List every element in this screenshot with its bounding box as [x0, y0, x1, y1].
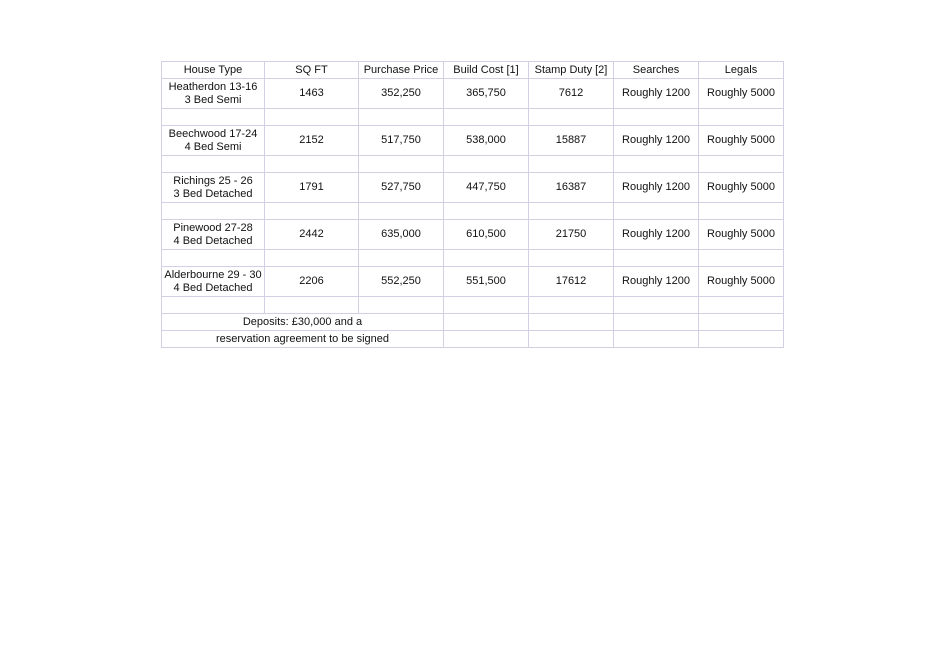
purchase-price-cell: 517,750 — [359, 126, 444, 156]
house-name: Pinewood 27-28 — [173, 221, 253, 234]
empty-cell — [614, 156, 699, 173]
header-build-cost: Build Cost [1] — [444, 62, 529, 79]
empty-cell — [359, 297, 444, 314]
empty-cell — [444, 331, 529, 348]
table-row — [162, 267, 784, 297]
legals-cell: Roughly 5000 — [699, 267, 784, 297]
legals-cell: Roughly 5000 — [699, 126, 784, 156]
header-searches: Searches — [614, 62, 699, 79]
sqft-cell: 2152 — [265, 126, 359, 156]
empty-cell — [359, 156, 444, 173]
spacer-row — [162, 203, 784, 220]
header-legals: Legals — [699, 62, 784, 79]
empty-cell — [359, 109, 444, 126]
spacer-row — [162, 297, 784, 314]
empty-cell — [614, 109, 699, 126]
empty-cell — [699, 156, 784, 173]
empty-cell — [444, 314, 529, 331]
empty-cell — [699, 331, 784, 348]
build-cost-cell: 447,750 — [444, 173, 529, 203]
empty-cell — [162, 109, 265, 126]
empty-cell — [699, 297, 784, 314]
empty-cell — [614, 331, 699, 348]
header-sq-ft: SQ FT — [265, 62, 359, 79]
searches-cell: Roughly 1200 — [614, 126, 699, 156]
empty-cell — [162, 297, 265, 314]
stamp-duty-cell: 7612 — [529, 79, 614, 109]
empty-cell — [614, 203, 699, 220]
header-stamp-duty: Stamp Duty [2] — [529, 62, 614, 79]
legals-cell: Roughly 5000 — [699, 220, 784, 250]
legals-cell: Roughly 5000 — [699, 79, 784, 109]
empty-cell — [265, 203, 359, 220]
table-row — [162, 126, 784, 156]
stamp-duty-cell: 16387 — [529, 173, 614, 203]
note-row — [162, 314, 784, 331]
empty-cell — [444, 297, 529, 314]
house-name: Heatherdon 13-16 — [168, 80, 258, 93]
house-description: 3 Bed Semi — [184, 93, 242, 106]
empty-cell — [265, 250, 359, 267]
purchase-price-cell: 352,250 — [359, 79, 444, 109]
empty-cell — [162, 250, 265, 267]
empty-cell — [699, 314, 784, 331]
sqft-cell: 1791 — [265, 173, 359, 203]
searches-cell: Roughly 1200 — [614, 173, 699, 203]
empty-cell — [614, 297, 699, 314]
empty-cell — [444, 203, 529, 220]
house-type-cell — [162, 267, 265, 297]
searches-cell: Roughly 1200 — [614, 267, 699, 297]
house-type-cell — [162, 126, 265, 156]
house-pricing-table — [161, 61, 784, 348]
purchase-price-cell: 635,000 — [359, 220, 444, 250]
empty-cell — [529, 250, 614, 267]
house-type-cell — [162, 220, 265, 250]
legals-cell: Roughly 5000 — [699, 173, 784, 203]
house-description: 4 Bed Semi — [184, 140, 242, 153]
stamp-duty-cell: 15887 — [529, 126, 614, 156]
table-row — [162, 79, 784, 109]
header-row — [162, 62, 784, 79]
sqft-cell: 2206 — [265, 267, 359, 297]
empty-cell — [529, 331, 614, 348]
house-name: Alderbourne 29 - 30 — [164, 268, 262, 281]
build-cost-cell: 610,500 — [444, 220, 529, 250]
empty-cell — [265, 109, 359, 126]
header-house-type: House Type — [162, 62, 265, 79]
header-purchase-price: Purchase Price — [359, 62, 444, 79]
empty-cell — [529, 203, 614, 220]
sqft-cell: 1463 — [265, 79, 359, 109]
empty-cell — [699, 203, 784, 220]
empty-cell — [529, 297, 614, 314]
deposit-note: reservation agreement to be signed — [162, 331, 444, 348]
stamp-duty-cell: 21750 — [529, 220, 614, 250]
table-row — [162, 220, 784, 250]
sqft-cell: 2442 — [265, 220, 359, 250]
build-cost-cell: 365,750 — [444, 79, 529, 109]
house-type-cell — [162, 79, 265, 109]
spacer-row — [162, 109, 784, 126]
empty-cell — [529, 156, 614, 173]
empty-cell — [444, 250, 529, 267]
build-cost-cell: 551,500 — [444, 267, 529, 297]
purchase-price-cell: 527,750 — [359, 173, 444, 203]
house-description: 4 Bed Detached — [173, 234, 253, 247]
searches-cell: Roughly 1200 — [614, 220, 699, 250]
empty-cell — [699, 250, 784, 267]
searches-cell: Roughly 1200 — [614, 79, 699, 109]
empty-cell — [444, 109, 529, 126]
empty-cell — [529, 314, 614, 331]
stamp-duty-cell: 17612 — [529, 267, 614, 297]
build-cost-cell: 538,000 — [444, 126, 529, 156]
empty-cell — [699, 109, 784, 126]
empty-cell — [614, 250, 699, 267]
empty-cell — [162, 156, 265, 173]
purchase-price-cell: 552,250 — [359, 267, 444, 297]
house-description: 3 Bed Detached — [173, 187, 253, 200]
empty-cell — [614, 314, 699, 331]
empty-cell — [359, 250, 444, 267]
house-name: Beechwood 17-24 — [168, 127, 258, 140]
house-name: Richings 25 - 26 — [173, 174, 253, 187]
empty-cell — [265, 156, 359, 173]
deposit-note: Deposits: £30,000 and a — [162, 314, 444, 331]
empty-cell — [444, 156, 529, 173]
note-row — [162, 331, 784, 348]
house-type-cell — [162, 173, 265, 203]
house-description: 4 Bed Detached — [173, 281, 253, 294]
table-row — [162, 173, 784, 203]
empty-cell — [162, 203, 265, 220]
empty-cell — [529, 109, 614, 126]
spacer-row — [162, 156, 784, 173]
spacer-row — [162, 250, 784, 267]
empty-cell — [359, 203, 444, 220]
empty-cell — [265, 297, 359, 314]
